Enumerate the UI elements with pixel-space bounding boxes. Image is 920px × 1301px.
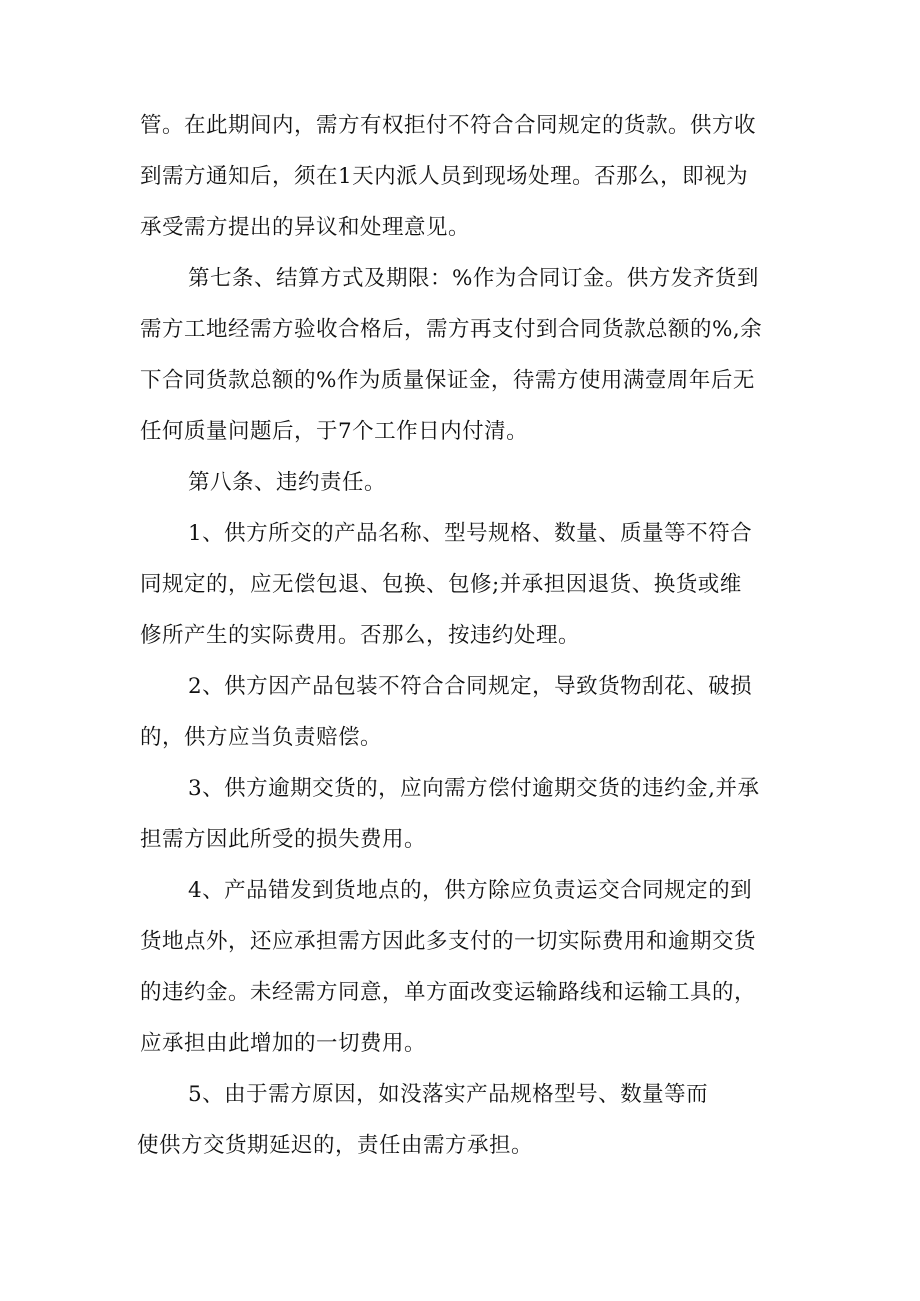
paragraph-line: 下合同货款总额的%作为质量保证金，待需方使用满壹周年后无 [140, 368, 755, 393]
clause-1-line: 1、供方所交的产品名称、型号规格、数量、质量等不符合 [188, 521, 753, 546]
paragraph-line: 管。在此期间内，需方有权拒付不符合合同规定的货款。供方收 [140, 113, 757, 138]
paragraph-line: 担需方因此所受的损失费用。 [140, 827, 427, 852]
paragraph-line: 任何质量问题后，于7个工作日内付清。 [140, 419, 529, 444]
clause-2-line: 2、供方因产品包装不符合合同规定，导致货物刮花、破损 [188, 674, 753, 699]
paragraph-line: 的，供方应当负责赔偿。 [140, 725, 383, 750]
paragraph-line: 应承担由此增加的一切费用。 [140, 1031, 427, 1056]
paragraph-line: 货地点外，还应承担需方因此多支付的一切实际费用和逾期交货 [140, 929, 757, 954]
paragraph-line: 的违约金。未经需方同意，单方面改变运输路线和运输工具的， [140, 980, 757, 1005]
paragraph-line: 修所产生的实际费用。否那么，按违约处理。 [140, 623, 581, 648]
paragraph-line: 同规定的，应无偿包退、包换、包修;并承担因退货、换货或维 [140, 572, 742, 597]
clause-4-line: 4、产品错发到货地点的，供方除应负责运交合同规定的到 [188, 878, 753, 903]
paragraph-line: 使供方交货期延迟的，责任由需方承担。 [137, 1133, 534, 1158]
paragraph-line: 需方工地经需方验收合格后，需方再支付到合同货款总额的%,余 [140, 317, 763, 342]
clause-3-line: 3、供方逾期交货的，应向需方偿付逾期交货的违约金,并承 [188, 776, 760, 801]
paragraph-line: 到需方通知后，须在1天内派人员到现场处理。否那么，即视为 [140, 164, 749, 189]
article-8-heading-line: 第八条、违约责任。 [188, 470, 387, 495]
clause-5-line: 5、由于需方原因，如没落实产品规格型号、数量等而 [188, 1082, 709, 1107]
paragraph-line: 承受需方提出的异议和处理意见。 [140, 215, 471, 240]
article-7-heading-line: 第七条、结算方式及期限：%作为合同订金。供方发齐货到 [188, 266, 759, 291]
